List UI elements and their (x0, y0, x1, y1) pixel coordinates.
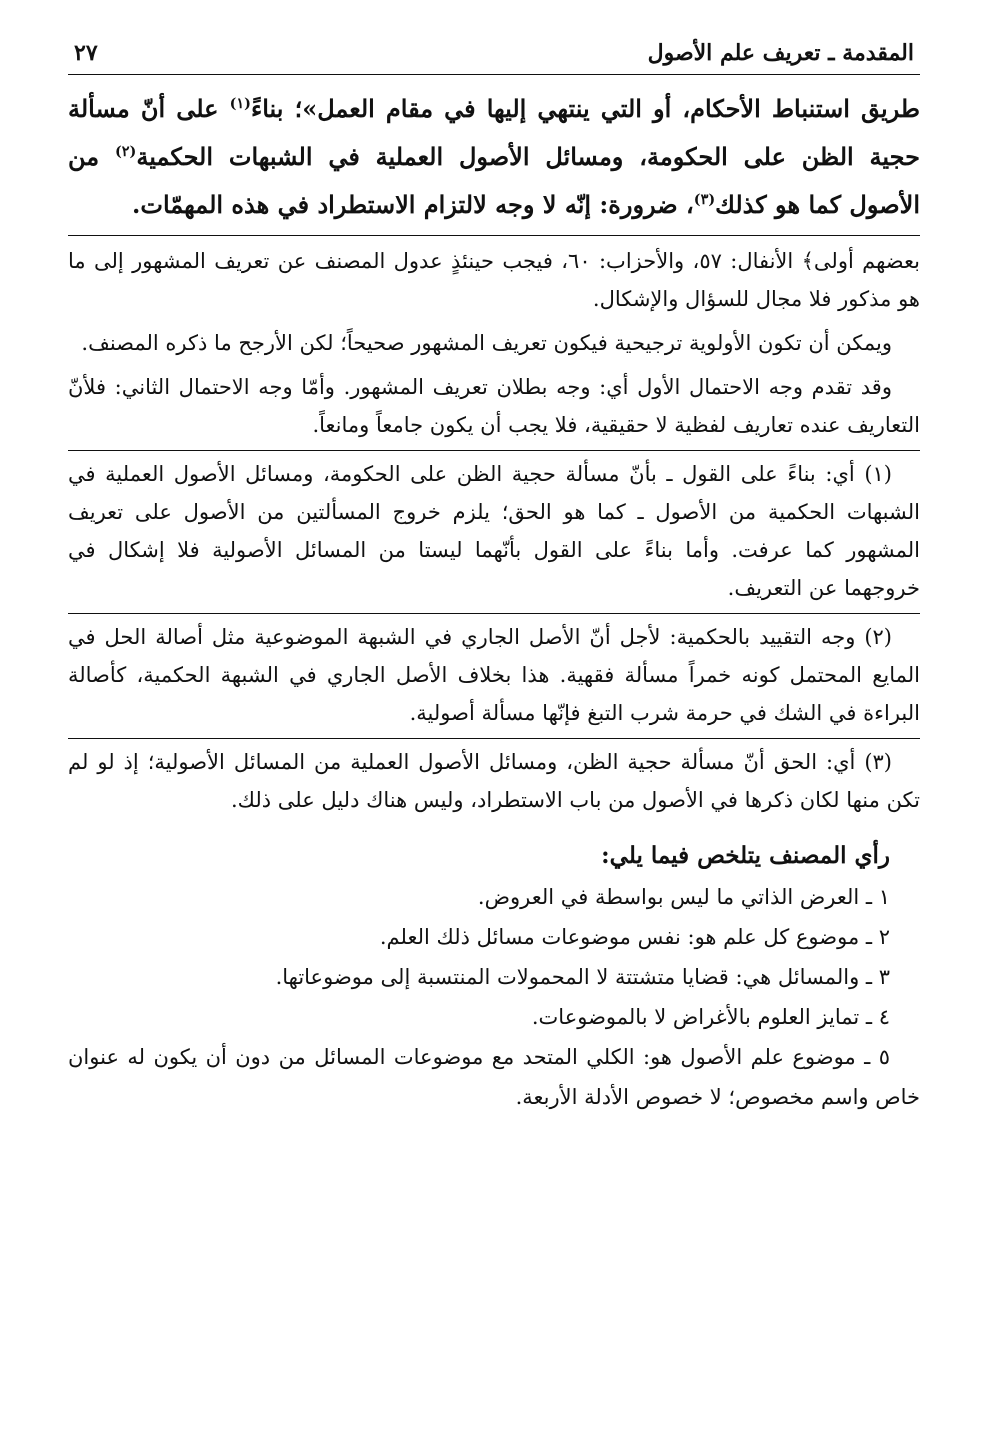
footnote-marker-2: (٢) (114, 143, 137, 160)
main-text-part: ، ضرورة: إنّه لا وجه لالتزام الاستطراد في هذه المهمّات. (132, 190, 694, 219)
footnote-continuation: بعضهم أولى﴾ الأنفال: ٥٧، والأحزاب: ٦٠، فيجب حينئذٍ عدول المصنف عن تعريف المشهور إلى ما هو مذكور فلا مجال للسؤال والإشكال. (68, 249, 920, 311)
page-header (68, 40, 920, 68)
footnote-divider (68, 450, 920, 451)
footnote-paragraph: ويمكن أن تكون الأولوية ترجيحية فيكون تعريف المشهور صحيحاً؛ لكن الأرجح ما ذكره المصنف. (81, 331, 892, 355)
page-number: ٢٧ (74, 40, 98, 66)
footnote-marker-3: (٣) (693, 191, 716, 208)
summary-item: ٣ ـ والمسائل هي: قضايا متشتتة لا المحمولات المنتسبة إلى موضوعاتها. (275, 965, 890, 989)
summary-item: ٢ ـ موضوع كل علم هو: نفس موضوعات مسائل ذلك العلم. (379, 925, 890, 949)
footnote-3: (٣) أي: الحق أنّ مسألة حجية الظن، ومسائل الأصول العملية من المسائل الأصولية؛ إذ لو لم تكن منها لكان ذكرها في الأصول من باب الاستطراد، وليس هناك دليل على ذلك. (68, 750, 920, 812)
author-summary (68, 835, 920, 1117)
main-text-part: طريق استنباط الأحكام، أو التي ينتهي إليها في مقام العمل»؛ بناءً (250, 94, 920, 123)
footnote-divider (68, 738, 920, 739)
footnote-divider (68, 613, 920, 614)
main-text-part: على أنّ مسألة حجية الظن على الحكومة، ومسائل الأصول العملية في الشبهات الحكمية (68, 94, 920, 171)
book-page (68, 40, 920, 1117)
header-divider (68, 74, 920, 75)
footnote-2: (٢) وجه التقييد بالحكمية: لأجل أنّ الأصل الجاري في الشبهة الموضوعية مثل أصالة الحل في المايع المحتمل كونه خمراً مسألة فقهية. هذا بخلاف الأصل الجاري في الشبهة الحكمية، كأصالة البراءة في الشك في حرمة شرب التبغ فإنّها مسألة أصولية. (68, 625, 920, 725)
footnote-marker-1: (١) (229, 95, 251, 112)
summary-item: ١ ـ العرض الذاتي ما ليس بواسطة في العروض. (477, 885, 890, 909)
main-text-part: من الأصول كما هو كذلك (68, 142, 920, 219)
summary-item: ٥ ـ موضوع علم الأصول هو: الكلي المتحد مع موضوعات المسائل من دون أن يكون له عنوان خاص واسم مخصوص؛ لا خصوص الأدلة الأربعة. (68, 1045, 920, 1109)
footnote-paragraph: وقد تقدم وجه الاحتمال الأول أي: وجه بطلان تعريف المشهور. وأمّا وجه الاحتمال الثاني: فلأنّ التعاريف عنده تعاريف لفظية لا حقيقية، فلا يجب أن يكون جامعاً ومانعاً. (68, 375, 920, 437)
footnote-1: (١) أي: بناءً على القول ـ بأنّ مسألة حجية الظن على الحكومة، ومسائل الأصول العملية في الشبهات الحكمية من الأصول ـ كما هو الحق؛ يلزم خروج المسألتين من الأصول على تعريف المشهور كما عرفت. وأما بناءً على القول بأنّهما ليستا من المسائل الأصولية فلا إشكال في خروجهما عن التعريف. (68, 462, 920, 600)
summary-title: رأي المصنف يتلخص فيما يلي: (601, 842, 890, 869)
main-divider (68, 235, 920, 236)
summary-list (68, 877, 920, 1117)
main-text (68, 85, 920, 229)
summary-item: ٤ ـ تمايز العلوم بالأغراض لا بالموضوعات. (531, 1005, 890, 1029)
footnotes (68, 242, 920, 819)
running-title: المقدمة ـ تعريف علم الأصول (647, 40, 914, 66)
